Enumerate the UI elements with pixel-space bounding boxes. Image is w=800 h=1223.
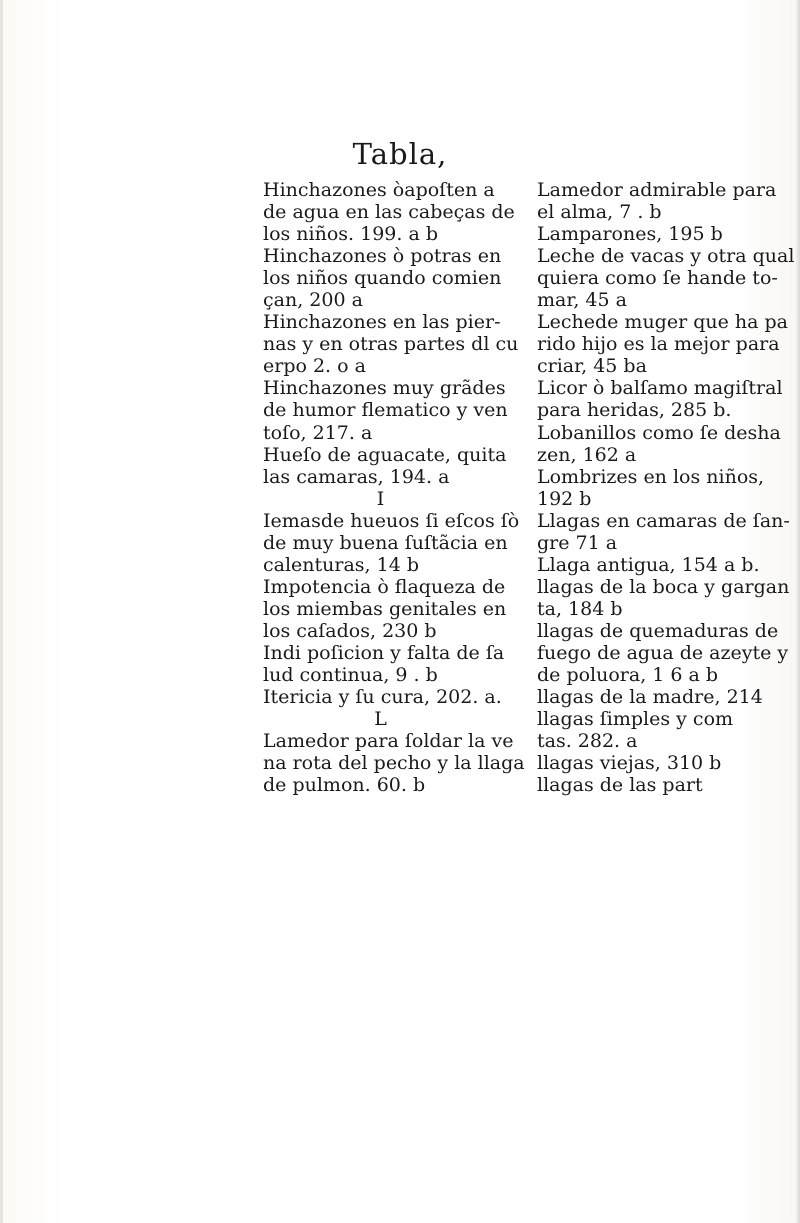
- index-entry: de muy buena ſuſtãcia en: [263, 531, 508, 554]
- index-entry: calenturas, 14 b: [263, 553, 420, 576]
- index-entry: Hinchazones muy grãdes: [263, 377, 506, 400]
- index-entry: Licor ò balſamo magiſtral: [537, 377, 783, 400]
- page-title: Tabla,: [352, 137, 448, 171]
- index-entry: çan, 200 a: [263, 289, 363, 312]
- index-entry: Llagas en camaras de ſan-: [537, 509, 790, 532]
- index-entry: tas. 282. a: [537, 730, 638, 753]
- index-entry: Hinchazones en las pier-: [263, 311, 501, 334]
- index-entry: rido hijo es la mejor para: [537, 333, 780, 356]
- index-entry: fuego de agua de azeyte y: [537, 641, 789, 664]
- index-entry: na rota del pecho y la llaga: [263, 752, 525, 775]
- index-entry: Hueſo de aguacate, quita: [263, 443, 507, 466]
- section-letter-heading: L: [374, 708, 387, 731]
- page-edge-left: [0, 0, 3, 1223]
- index-entry: erpo 2. o a: [263, 355, 366, 378]
- index-entry: Lamparones, 195 b: [537, 223, 723, 246]
- index-entry: Lechede muger que ha pa: [537, 311, 788, 334]
- index-entry: lud continua, 9 . b: [263, 664, 438, 687]
- index-entry: de poluora, 1 6 a b: [537, 664, 719, 687]
- index-entry: Lombrizes en los niños,: [537, 465, 765, 488]
- index-entry: de pulmon. 60. b: [263, 774, 426, 797]
- index-entry: para heridas, 285 b.: [537, 399, 732, 422]
- index-entry: 192 b: [537, 487, 592, 510]
- index-entry: Lamedor para ſoldar la ve: [263, 730, 514, 753]
- index-entry: criar, 45 ba: [537, 355, 647, 378]
- index-entry: los caſados, 230 b: [263, 619, 437, 642]
- index-entry: llagas de la boca y gargan: [537, 575, 790, 598]
- index-entry: Indi poſicion y falta de ſa: [263, 641, 505, 664]
- index-entry: toſo, 217. a: [263, 421, 373, 444]
- index-entry: llagas de las part: [537, 774, 703, 797]
- index-entry: los miembas genitales en: [263, 597, 507, 620]
- index-entry: Lamedor admirable para: [537, 179, 777, 201]
- index-entry: Impotencia ò flaqueza de: [263, 575, 506, 598]
- index-entry: llagas de quemaduras de: [537, 619, 779, 642]
- index-entry: Leche de vacas y otra qual: [537, 245, 795, 268]
- index-entry: el alma, 7 . b: [537, 201, 662, 224]
- index-column-right: [537, 179, 800, 796]
- section-letter-heading: I: [376, 487, 385, 510]
- index-entry: Itericia y ſu cura, 202. a.: [263, 686, 502, 709]
- index-entry: zen, 162 a: [537, 443, 637, 466]
- index-entry: mar, 45 a: [537, 289, 627, 312]
- index-column-left: [263, 179, 528, 796]
- index-entry: llagas ſimples y com: [537, 708, 734, 731]
- index-entry: Iemasde hueuos ſi eſcos ſò: [263, 509, 520, 532]
- index-entry: las camaras, 194. a: [263, 465, 450, 488]
- index-entry: ta, 184 b: [537, 597, 623, 620]
- index-entry: llagas viejas, 310 b: [537, 752, 722, 775]
- index-entry: los niños quando comien: [263, 267, 502, 290]
- index-entry: Llaga antigua, 154 a b.: [537, 553, 760, 576]
- index-entry: nas y en otras partes dl cu: [263, 333, 519, 356]
- index-entry: quiera como ſe hande to-: [537, 267, 778, 290]
- index-entry: de humor flematico y ven: [263, 399, 508, 422]
- index-entry: Lobanillos como ſe desha: [537, 421, 781, 444]
- index-entry: gre 71 a: [537, 531, 618, 554]
- index-entry: de agua en las cabeças de: [263, 201, 515, 224]
- index-entry: Hinchazones ò potras en: [263, 245, 502, 268]
- index-entry: Hinchazones òapoſten a: [263, 179, 495, 201]
- index-entry: los niños. 199. a b: [263, 223, 438, 246]
- index-entry: llagas de la madre, 214: [537, 686, 763, 709]
